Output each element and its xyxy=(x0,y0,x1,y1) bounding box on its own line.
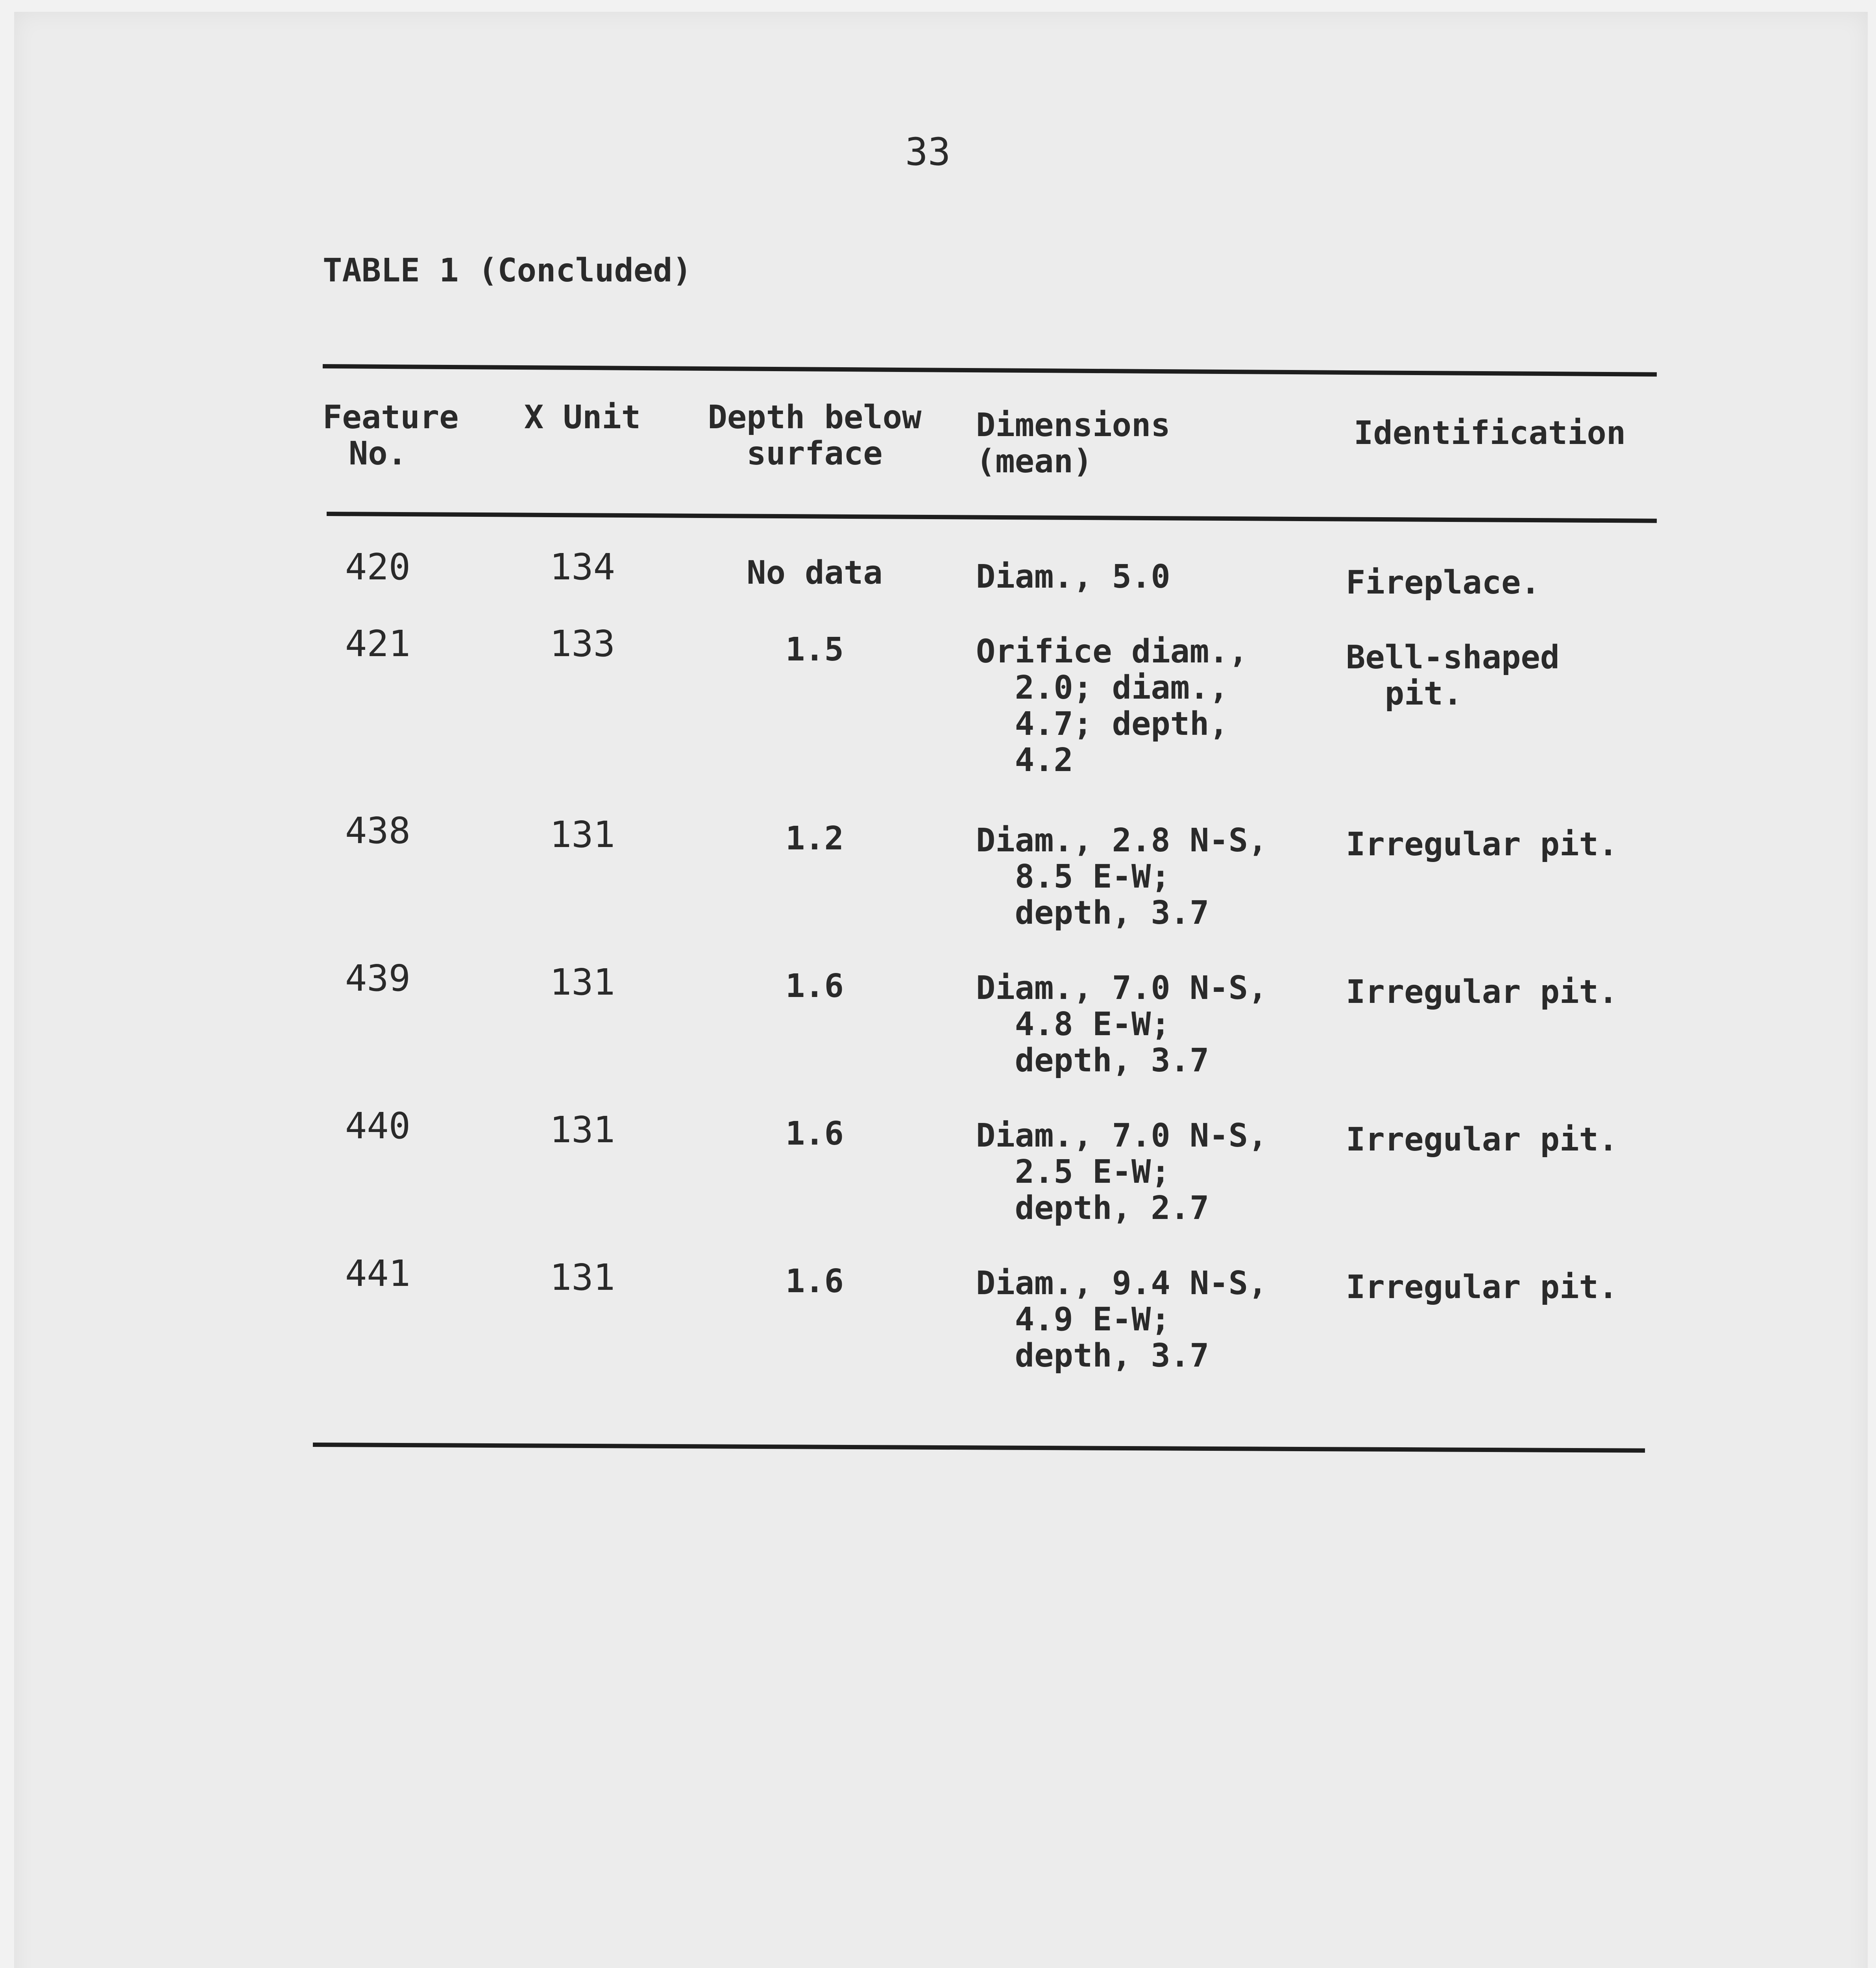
row-2-depth: 1.5 xyxy=(785,631,844,668)
row-5-dimensions: Diam., 7.0 N-S, 2.5 E-W; depth, 2.7 xyxy=(976,1117,1268,1227)
row-1-dimensions: Diam., 5.0 xyxy=(976,558,1170,596)
row-6-depth: 1.6 xyxy=(785,1263,844,1300)
row-4-identification: Irregular pit. xyxy=(1346,973,1618,1011)
row-6-x-unit: 131 xyxy=(549,1256,615,1298)
row-6-feature-no: 441 xyxy=(345,1252,411,1295)
header-x-unit: X Unit xyxy=(524,399,641,436)
row-1-identification: Fireplace. xyxy=(1346,564,1540,601)
page-number: 33 xyxy=(905,130,951,174)
table-caption: TABLE 1 (Concluded) xyxy=(323,252,692,289)
row-1-depth: No data xyxy=(747,554,883,592)
row-3-x-unit: 131 xyxy=(549,814,615,856)
row-2-feature-no: 421 xyxy=(345,623,411,665)
row-4-x-unit: 131 xyxy=(549,961,615,1003)
row-4-dimensions: Diam., 7.0 N-S, 4.8 E-W; depth, 3.7 xyxy=(976,969,1268,1079)
header-identification: Identification xyxy=(1354,414,1626,452)
header-depth: Depth below surface xyxy=(708,399,922,472)
header-dimensions: Dimensions (mean) xyxy=(976,407,1170,480)
header-feature-no: Feature No. xyxy=(323,399,459,472)
row-3-dimensions: Diam., 2.8 N-S, 8.5 E-W; depth, 3.7 xyxy=(976,822,1268,932)
row-4-depth: 1.6 xyxy=(785,967,844,1005)
row-6-identification: Irregular pit. xyxy=(1346,1269,1618,1306)
row-5-x-unit: 131 xyxy=(549,1109,615,1151)
row-2-x-unit: 133 xyxy=(549,623,615,665)
row-5-identification: Irregular pit. xyxy=(1346,1121,1618,1158)
row-5-depth: 1.6 xyxy=(785,1115,844,1152)
row-5-feature-no: 440 xyxy=(345,1105,411,1147)
row-3-depth: 1.2 xyxy=(785,820,844,857)
row-3-feature-no: 438 xyxy=(345,810,411,852)
row-2-identification: Bell-shaped pit. xyxy=(1346,639,1560,712)
row-4-feature-no: 439 xyxy=(345,957,411,999)
row-1-feature-no: 420 xyxy=(345,546,411,588)
row-6-dimensions: Diam., 9.4 N-S, 4.9 E-W; depth, 3.7 xyxy=(976,1265,1268,1374)
row-1-x-unit: 134 xyxy=(549,546,615,588)
row-3-identification: Irregular pit. xyxy=(1346,826,1618,863)
row-2-dimensions: Orifice diam., 2.0; diam., 4.7; depth, 4.2 xyxy=(976,633,1248,779)
